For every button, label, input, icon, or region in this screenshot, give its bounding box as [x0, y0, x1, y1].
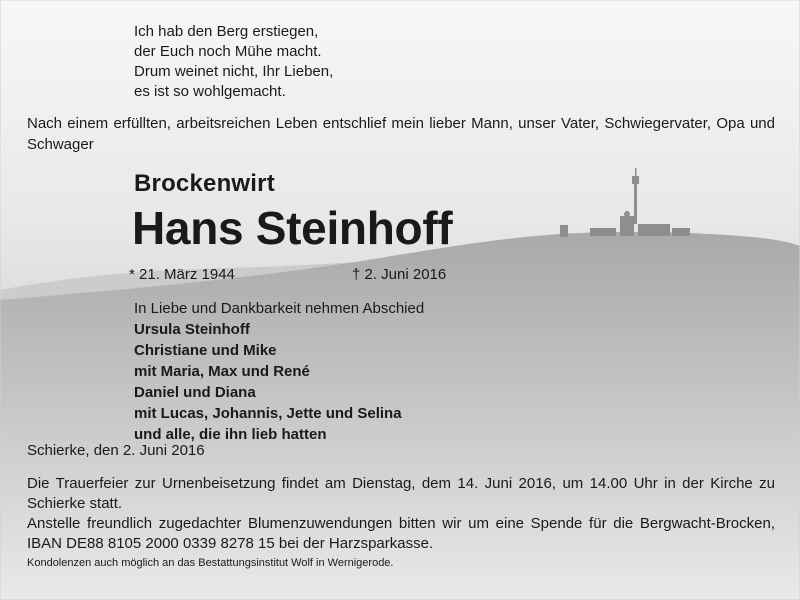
mourners-lead: In Liebe und Dankbarkeit nehmen Abschied: [134, 300, 425, 317]
birth-date: * 21. März 1944: [129, 266, 235, 283]
donation-line: Anstelle freundlich zugedachter Blumenzuwendungen bitten wir um eine Spende für die Bergwacht-Brocken, IBAN DE88 8105 2000 0339 8278 15 bei der Harzsparkasse.: [27, 515, 775, 552]
funeral-info: [27, 474, 775, 554]
funeral-line: Die Trauerfeier zur Urnenbeisetzung findet am Dienstag, dem 14. Juni 2016, um 14.00 Uhr in der Kirche zu Schierke statt.: [27, 475, 775, 512]
poem: [134, 22, 333, 102]
mourner-name: Daniel und Diana: [134, 384, 256, 401]
condolence-note: Kondolenzen auch möglich an das Bestattungsinstitut Wolf in Wernigerode.: [27, 557, 394, 569]
poem-line: der Euch noch Mühe macht.: [134, 43, 322, 60]
mourner-name: mit Lucas, Johannis, Jette und Selina: [134, 405, 402, 422]
poem-line: es ist so wohlgemacht.: [134, 83, 286, 100]
deceased-name: Hans Steinhoff: [132, 202, 453, 254]
mourner-name: Ursula Steinhoff: [134, 321, 250, 338]
death-date: † 2. Juni 2016: [352, 266, 447, 283]
poem-line: Drum weinet nicht, Ihr Lieben,: [134, 63, 334, 80]
mourner-name: und alle, die ihn lieb hatten: [134, 426, 327, 443]
mourner-name: mit Maria, Max und René: [134, 363, 310, 380]
mourner-name: Christiane und Mike: [134, 342, 277, 359]
mourners-list: [134, 298, 424, 445]
intro-text: Nach einem erfüllten, arbeitsreichen Leben entschlief mein lieber Mann, unser Vater, Schwiegervater, Opa und Schwager: [27, 115, 775, 153]
place-date: Schierke, den 2. Juni 2016: [27, 442, 205, 459]
poem-line: Ich hab den Berg erstiegen,: [134, 23, 319, 40]
deceased-title: Brockenwirt: [134, 170, 275, 197]
